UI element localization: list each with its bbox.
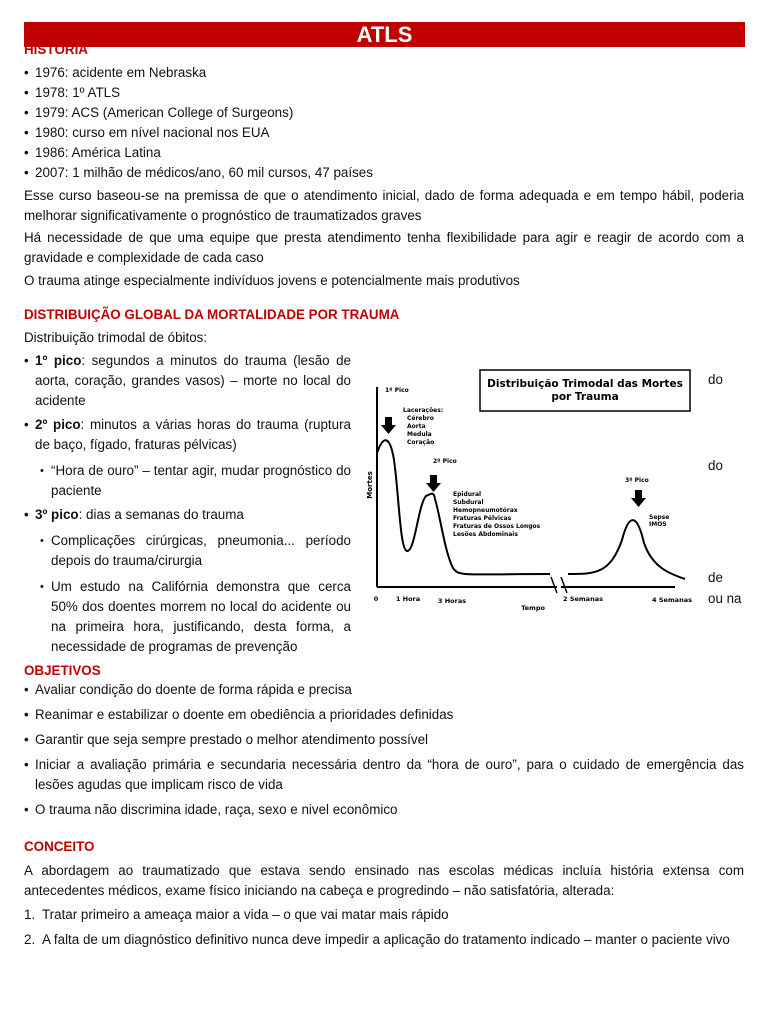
peak-2-notes: Epidural Subdural Hemopneumotórax Fraturas Pélvicas Fraturas de Ossos Longos Lesões Abdominais: [453, 491, 541, 538]
pico2-item: • 2º pico: minutos a várias horas do trauma (ruptura de baço, fígado, fraturas pélvicas): [24, 417, 351, 452]
distribuicao-intro: Distribuição trimodal de óbitos:: [24, 330, 208, 345]
axis-break-gap: [557, 583, 561, 591]
right-word-4: ou na: [708, 591, 742, 606]
peak-3-notes: Sepse IMOS: [649, 514, 670, 528]
x-tick-3-horas: 3 Horas: [437, 597, 467, 605]
pico1-item: • 1º pico: segundos a minutos do trauma (lesão de aorta, coração, grandes vasos) – morte no local do acidente: [24, 353, 351, 408]
peak-3-arrow-icon: [631, 490, 646, 507]
x-tick-1-hora: 1 Hora: [395, 595, 421, 603]
mortality-curve: [377, 440, 685, 579]
list-item: • Reanimar e estabilizar o doente em obediência a prioridades definidas: [24, 707, 454, 722]
pico3-subitem-2: • Um estudo na Califórnia demonstra que cerca 50% dos doentes morrem no local do acidente ou na primeira hora, justificando, desta forma, a necessidade de programas de prevenção: [40, 579, 351, 654]
conceito-list: [24, 905, 744, 950]
list-item: • 1986: América Latina: [24, 143, 744, 163]
peak-2-label: 2º Pico: [433, 458, 457, 465]
pico3-label: 3º pico: [35, 507, 79, 522]
right-word-2: do: [708, 458, 723, 473]
y-axis-label: Mortes: [366, 471, 374, 499]
x-axis-label: Tempo: [521, 604, 545, 612]
peak-1-notes: Lacerações: Cérebro Aorta Medula Coração: [403, 407, 444, 446]
chart-title-line-1: Distribuição Trimodal das Mortes: [487, 378, 683, 390]
list-item: • Iniciar a avaliação primária e secundaria necessária dentro da “hora de ouro”, para o cuidado de emergência das lesões agudas que implicam risco de vida: [24, 757, 744, 792]
objetivos-heading: OBJETIVOS: [24, 663, 101, 678]
objetivos-list: [24, 680, 744, 820]
historia-list: [24, 63, 744, 183]
peak-2-arrow-icon: [426, 475, 441, 492]
conceito-heading: CONCEITO: [24, 839, 95, 854]
list-item: • 1976: acidente em Nebraska: [24, 63, 744, 83]
pico2-label: 2º pico: [35, 417, 81, 432]
list-item: • 2007: 1 milhão de médicos/ano, 60 mil cursos, 47 países: [24, 163, 744, 183]
pico1-text: : segundos a minutos do trauma (lesão de aorta, coração, grandes vasos) – morte no local do acidente: [35, 353, 351, 408]
right-word-3: de: [708, 570, 723, 585]
pico2-text: : minutos a várias horas do trauma (ruptura de baço, fígado, fraturas pélvicas): [35, 417, 351, 452]
peak-1-arrow-icon: [381, 417, 396, 434]
historia-paragraph-2: Há necessidade de que uma equipe que presta atendimento tenha flexibilidade para agir e reagir de acordo com a gravidade e complexidade de cada caso: [24, 230, 744, 265]
list-item: 2. A falta de um diagnóstico definitivo nunca deve impedir a aplicação do tratamento indicado – manter o paciente vivo: [24, 932, 730, 947]
list-item: • 1980: curso em nível nacional nos EUA: [24, 123, 744, 143]
x-tick-2-semanas: 2 Semanas: [563, 595, 603, 603]
distribuicao-list: [24, 351, 351, 657]
pico3-subitem-1: • Complicações cirúrgicas, pneumonia... período depois do trauma/cirurgia: [40, 533, 351, 568]
pico3-text: : dias a semanas do trauma: [78, 507, 244, 522]
right-word-1: do: [708, 372, 723, 387]
list-item: • Garantir que seja sempre prestado o melhor atendimento possível: [24, 732, 429, 747]
historia-paragraph-3: O trauma atinge especialmente indivíduos jovens e potencialmente mais produtivos: [24, 273, 520, 288]
distribuicao-heading: DISTRIBUIÇÃO GLOBAL DA MORTALIDADE POR TRAUMA: [24, 307, 400, 322]
axis-break-1: [551, 577, 557, 593]
historia-heading: HISTÓRIA: [24, 42, 88, 57]
list-item: • Avaliar condição do doente de forma rápida e precisa: [24, 682, 352, 697]
conceito-paragraph: A abordagem ao traumatizado que estava sendo ensinado nas escolas médicas incluía história extensa com antecedentes médicos, exame físico iniciando na cabeça e progredindo – não satisfatória, alterada:: [24, 863, 744, 898]
page-title: ATLS: [356, 22, 413, 47]
peak-3-label: 3º Pico: [625, 477, 649, 484]
axis-break-2: [561, 577, 567, 593]
list-item: 1. Tratar primeiro a ameaça maior a vida – o que vai matar mais rápido: [24, 907, 449, 922]
pico1-label: 1º pico: [35, 353, 82, 368]
list-item: • 1978: 1º ATLS: [24, 83, 744, 103]
x-tick-0: 0: [373, 595, 379, 603]
list-item: • 1979: ACS (American College of Surgeons): [24, 103, 744, 123]
chart-title-line-2: por Trauma: [551, 391, 619, 403]
pico3-item: • 3º pico: dias a semanas do trauma: [24, 507, 244, 522]
pico2-subitem: • “Hora de ouro” – tentar agir, mudar prognóstico do paciente: [40, 463, 351, 498]
trimodal-chart: [355, 365, 700, 615]
peak-1-label: 1º Pico: [385, 387, 409, 394]
list-item: • O trauma não discrimina idade, raça, sexo e nivel econômico: [24, 802, 398, 817]
historia-paragraph-1: Esse curso baseou-se na premissa de que o atendimento inicial, dado de forma adequada e em tempo hábil, poderia melhorar significativamente o prognóstico de traumatizados graves: [24, 188, 744, 223]
x-tick-4-semanas: 4 Semanas: [652, 596, 692, 604]
title-bar: [24, 22, 745, 47]
